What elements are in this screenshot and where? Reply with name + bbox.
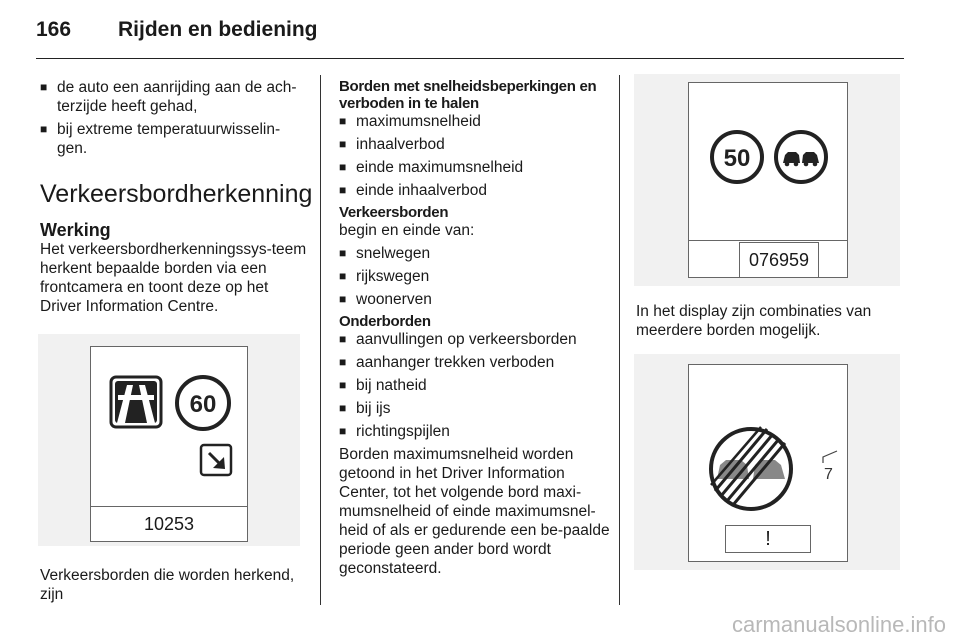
list-item: ■ maximumsnelheid [339,112,611,131]
direction-arrow-icon [201,445,231,475]
list-item: ■ bij natheid [339,376,611,395]
display-panel [688,82,848,278]
subheading: Verkeersborden [339,204,449,221]
list-item: ■ einde inhaalverbod [339,181,611,200]
subheading: Borden met snelheidsbeperkingen en verboden in te halen [339,78,597,112]
end-no-overtaking-sign-icon [711,427,791,509]
list-item: ■ aanhanger trekken verboden [339,353,611,372]
display-panel [688,364,848,562]
list-item: ■ de auto een aanrijding aan de ach-terzijde heeft gehad, [40,78,308,116]
column-3 [636,78,904,570]
speed-limit-value: 50 [723,145,751,172]
list-item: ■ bij ijs [339,399,611,418]
page-header [36,18,318,48]
sign-code: 076959 [739,242,819,277]
no-overtaking-sign-icon [776,132,826,182]
sign-code: 10253 [91,506,247,541]
list-item: ■ rijkswegen [339,267,611,286]
page-number: 166 [36,18,72,41]
list-item: ■ aanvullingen op verkeersborden [339,330,611,349]
bullet-list [339,330,611,441]
list-item: ■ bij extreme temperatuurwisselin-gen. [40,120,308,158]
list-item: ■ inhaalverbod [339,135,611,154]
paragraph: begin en einde van: [339,222,475,239]
figure-end-overtaking [634,354,900,570]
counter-indicator-icon [823,451,837,483]
watermark: carmanualsonline.info [731,612,946,637]
list-item: ■ woonerven [339,290,611,309]
column-divider [619,75,620,605]
list-item: ■ einde maximumsnelheid [339,158,611,177]
list-item: ■ snelwegen [339,244,611,263]
paragraph: In het display zijn combinaties van meerdere borden mogelijk. [636,303,872,339]
motorway-sign-icon [111,377,161,427]
signs-graphic [689,365,847,515]
signs-graphic [689,83,847,239]
subsection-title: Werking [40,220,111,240]
paragraph: Borden maximumsnelheid worden getoond in het Driver Information Center, tot het volgende bord maxi-mumsnelheid of einde maximumsnel-heid of als er gedurende een be-paalde periode geen ander bord wordt geconstateerd. [339,446,610,577]
header-rule [36,58,904,59]
section-title: Verkeersbordherkenning [40,180,313,208]
column-1 [40,78,313,604]
speed-limit-sign-icon [712,132,762,182]
figure-caption: Verkeersborden die worden herkend, zijn [40,567,295,603]
bullet-list [339,244,611,309]
paragraph: Het verkeersbordherkenningssys-teem herkent bepaalde borden via een frontcamera en toont deze op het Driver Information Centre. [40,241,307,315]
figure-recognized-signs [38,334,300,546]
list-item: ■ richtingspijlen [339,422,611,441]
supplement-sign: ! [725,525,811,553]
subheading: Onderborden [339,313,431,330]
speed-limit-value: 60 [189,391,217,418]
panel-separator [689,240,847,242]
bullet-list [339,112,611,200]
column-2 [339,78,611,578]
speed-limit-sign-icon [177,377,229,429]
signs-graphic [91,347,247,507]
column-divider [320,75,321,605]
bullet-list [40,78,308,158]
page-title: Rijden en bediening [118,18,318,41]
figure-speed-and-overtaking [634,74,900,286]
counter-value: 7 [824,466,833,483]
display-panel [90,346,248,542]
